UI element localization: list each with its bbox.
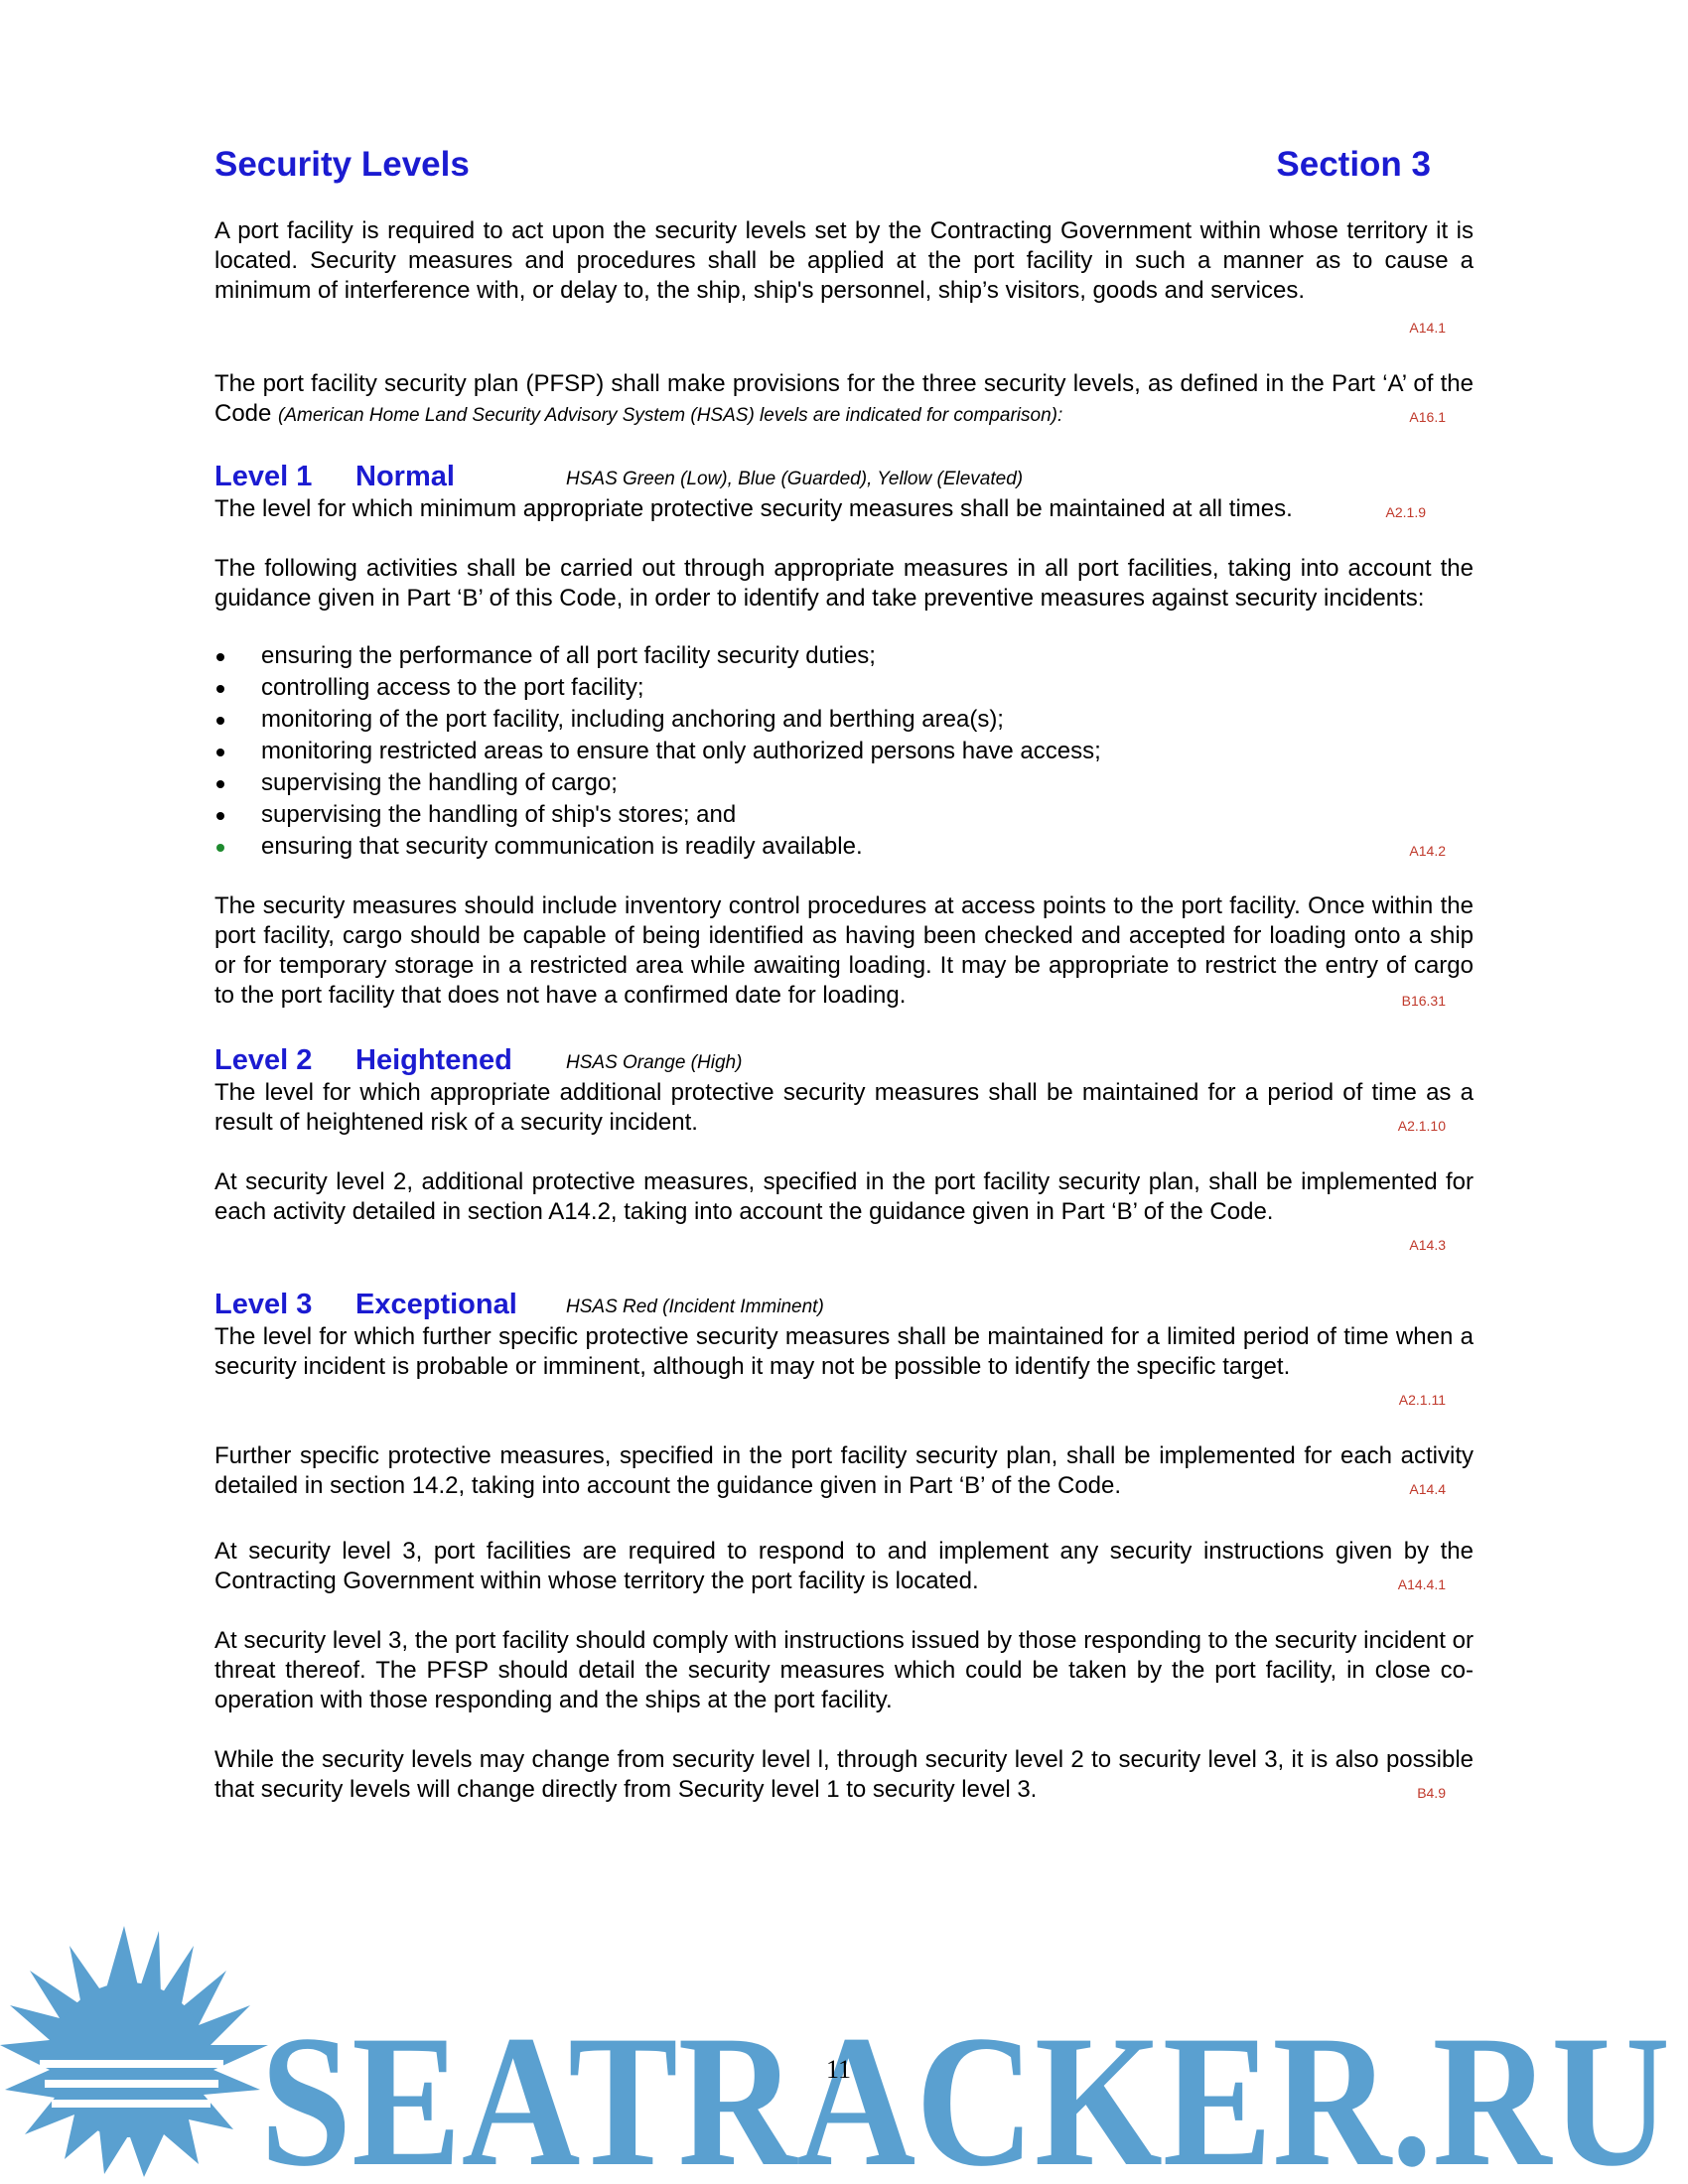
intro-paragraph-2-text: The port facility security plan (PFSP) shall make provisions for the three security levels, as defined in the Part ‘A’ of the Code bbox=[214, 370, 1474, 427]
level-3-hsas: HSAS Red (Incident Imminent) bbox=[566, 1297, 824, 1317]
level-3-paragraph-3-text: At security level 3, port facilities are required to respond to and implement any security instructions given by the Contracting Government within whose territory the port facility is located. bbox=[214, 1538, 1474, 1594]
list-item: ensuring that security communication is readily available. bbox=[214, 832, 1474, 864]
level-3-paragraph-5 bbox=[214, 1745, 1474, 1805]
ref-a14-2: A14.2 bbox=[1409, 843, 1446, 859]
sun-logo-icon bbox=[0, 1926, 268, 2177]
level-3-heading bbox=[214, 1289, 1474, 1322]
level-2-definition-text: The level for which appropriate additional protective security measures shall be maintained for a period of time as a result of heightened risk of a security incident. bbox=[214, 1079, 1474, 1136]
watermark-text: SEATRACKER.RU bbox=[260, 1997, 1670, 2184]
level-3-paragraph-4 bbox=[214, 1626, 1474, 1715]
bullet-icon bbox=[216, 653, 224, 661]
list-item: monitoring restricted areas to ensure that only authorized persons have access; bbox=[214, 737, 1474, 768]
bullet-icon bbox=[216, 749, 224, 756]
list-item: supervising the handling of ship's stores; and bbox=[214, 800, 1474, 832]
page-number: 11 bbox=[826, 2055, 852, 2084]
level-1-heading bbox=[214, 461, 1474, 494]
ref-a14-1: A14.1 bbox=[1409, 320, 1446, 336]
level-2-number: Level 2 bbox=[214, 1044, 313, 1076]
level-3-paragraph-4-text: At security level 3, the port facility should comply with instructions issued by those responding to the security incident or threat thereof. The PFSP should detail the security measures which could be taken by the port facility, in close co-operation with those responding and the ships at the port facility. bbox=[214, 1627, 1474, 1713]
level-2-definition bbox=[214, 1078, 1474, 1138]
intro-paragraph-1-text: A port facility is required to act upon the security levels set by the Contracting Government within whose territory it is located. Security measures and procedures shall be applied at the port facility in such a manner as to cause a minimum of interference with, or delay to, the ship, ship's personnel, ship’s visitors, goods and services. bbox=[214, 217, 1474, 304]
ref-b16-31: B16.31 bbox=[1401, 993, 1446, 1009]
level-1-hsas: HSAS Green (Low), Blue (Guarded), Yellow (Elevated) bbox=[566, 469, 1024, 489]
inventory-paragraph-text: The security measures should include inventory control procedures at access points to the port facility. Once within the port facility, cargo should be capable of being identified as having been checked and accepted for loading onto a ship or for temporary storage in a restricted area while awaiting loading. It may be appropriate to restrict the entry of cargo to the port facility that does not have a confirmed date for loading. bbox=[214, 892, 1474, 1009]
ref-a2-1-10: A2.1.10 bbox=[1397, 1118, 1446, 1134]
level-1-definition-text: The level for which minimum appropriate protective security measures shall be maintained at all times. bbox=[214, 495, 1293, 522]
section-label: Section 3 bbox=[1276, 145, 1431, 184]
level-3-paragraph-2-text: Further specific protective measures, specified in the port facility security plan, shall be implemented for each activity detailed in section 14.2, taking into account the guidance given in Part ‘B’ of the Code. bbox=[214, 1442, 1474, 1499]
page-header bbox=[214, 145, 1431, 195]
level-2-hsas: HSAS Orange (High) bbox=[566, 1052, 743, 1073]
page-title: Security Levels bbox=[214, 145, 470, 184]
intro-paragraph-1 bbox=[214, 216, 1474, 306]
seatracker-watermark bbox=[0, 1921, 1688, 2184]
ref-a14-3: A14.3 bbox=[1409, 1237, 1446, 1253]
level-1-activities-intro-text: The following activities shall be carried out through appropriate measures in all port facilities, taking into account the guidance given in Part ‘B’ of this Code, in order to identify and take preventive measures against security incidents: bbox=[214, 555, 1474, 612]
intro-paragraph-2 bbox=[214, 369, 1474, 431]
bullet-icon bbox=[216, 844, 224, 852]
inventory-paragraph bbox=[214, 891, 1474, 1011]
level-3-paragraph-2 bbox=[214, 1441, 1474, 1501]
level-1-name: Normal bbox=[355, 461, 455, 492]
ref-b4-9: B4.9 bbox=[1417, 1785, 1446, 1801]
bullet-icon bbox=[216, 717, 224, 725]
bullet-icon bbox=[216, 780, 224, 788]
hsas-note: (American Home Land Security Advisory System (HSAS) levels are indicated for comparison): bbox=[278, 405, 1063, 426]
level-1-definition bbox=[214, 494, 1474, 524]
level-2-name: Heightened bbox=[355, 1044, 512, 1076]
level-2-paragraph bbox=[214, 1167, 1474, 1227]
bullet-icon bbox=[216, 685, 224, 693]
level-1-number: Level 1 bbox=[214, 461, 313, 492]
level-3-definition-text: The level for which further specific protective security measures shall be maintained for a limited period of time when a security incident is probable or imminent, although it may not be possible to identify the specific target. bbox=[214, 1323, 1474, 1380]
list-item: monitoring of the port facility, including anchoring and berthing area(s); bbox=[214, 705, 1474, 737]
level-1-activities-intro bbox=[214, 554, 1474, 614]
ref-a14-4-1: A14.4.1 bbox=[1397, 1576, 1446, 1592]
activities-list bbox=[214, 641, 1474, 864]
ref-a2-1-11: A2.1.11 bbox=[1398, 1392, 1446, 1408]
bullet-icon bbox=[216, 812, 224, 820]
level-3-number: Level 3 bbox=[214, 1289, 313, 1320]
level-3-paragraph-3 bbox=[214, 1537, 1474, 1596]
list-item: controlling access to the port facility; bbox=[214, 673, 1474, 705]
ref-a16-1: A16.1 bbox=[1409, 409, 1446, 425]
list-item: ensuring the performance of all port facility security duties; bbox=[214, 641, 1474, 673]
list-item: supervising the handling of cargo; bbox=[214, 768, 1474, 800]
level-3-name: Exceptional bbox=[355, 1289, 517, 1320]
ref-a2-1-9: A2.1.9 bbox=[1385, 504, 1426, 520]
level-3-paragraph-5-text: While the security levels may change from security level l, through security level 2 to security level 3, it is also possible that security levels will change directly from Security level 1 to security level 3. bbox=[214, 1746, 1474, 1803]
level-2-paragraph-text: At security level 2, additional protective measures, specified in the port facility security plan, shall be implemented for each activity detailed in section A14.2, taking into account the guidance given in Part ‘B’ of the Code. bbox=[214, 1168, 1474, 1225]
level-3-definition bbox=[214, 1322, 1474, 1382]
ref-a14-4: A14.4 bbox=[1409, 1481, 1446, 1497]
level-2-heading bbox=[214, 1044, 1474, 1078]
